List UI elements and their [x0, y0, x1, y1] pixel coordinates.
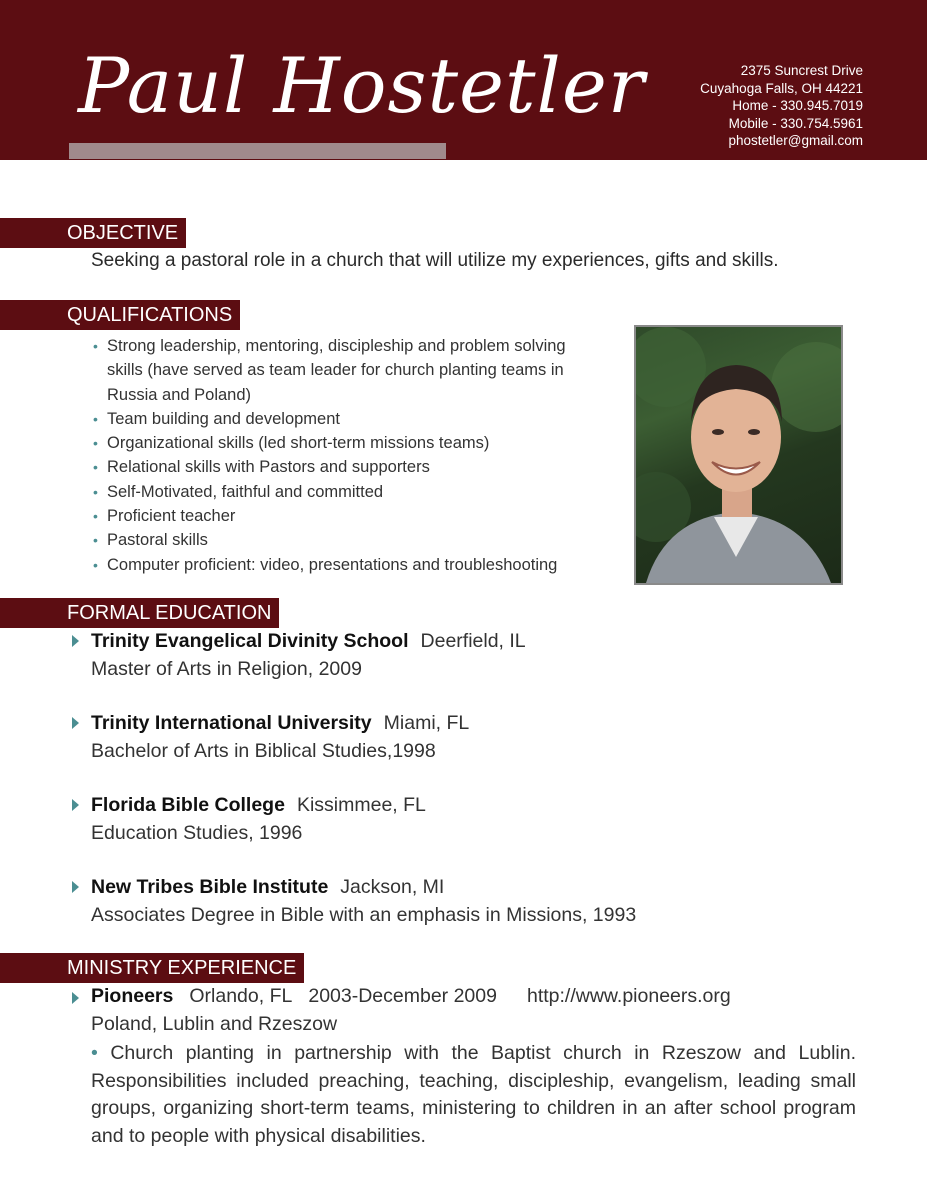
contact-home-phone: Home - 330.945.7019	[732, 98, 863, 113]
qualification-text: Team building and development	[107, 409, 340, 428]
qualification-text: Strong leadership, mentoring, discipleship and problem solving skills (have served as team leader for church planting teams in Russia and Poland)	[107, 337, 566, 404]
school-location: Miami, FL	[383, 712, 470, 734]
bullet-dot: •	[93, 556, 98, 573]
list-item	[90, 480, 600, 504]
school-location: Deerfield, IL	[420, 630, 526, 652]
school-name: Florida Bible College	[91, 794, 285, 816]
degree-text: Associates Degree in Bible with an emphasis in Missions, 1993	[91, 904, 637, 926]
list-item	[90, 431, 600, 455]
header-banner	[0, 0, 927, 160]
list-item	[90, 334, 600, 407]
qualification-text: Computer proficient: video, presentations and troubleshooting	[107, 555, 558, 574]
school-location: Kissimmee, FL	[296, 794, 426, 816]
ministry-description	[91, 1040, 856, 1150]
ministry-url-link[interactable]: http://www.pioneers.org	[526, 985, 731, 1007]
ministry-responsibilities-text: Responsibilities included preaching, teaching, discipleship, evangelism, leading small groups, organizing short-term teams, ministering to children in an after school program and to people with physical disabilities.	[91, 1069, 856, 1147]
ministry-location: Orlando, FL	[189, 985, 293, 1007]
ministry-heading: MINISTRY EXPERIENCE	[0, 953, 304, 983]
list-item	[90, 528, 600, 552]
profile-photo	[634, 325, 843, 585]
contact-mobile-phone: Mobile - 330.754.5961	[728, 115, 863, 131]
qualifications-heading: QUALIFICATIONS	[0, 300, 240, 330]
qualification-text: Pastoral skills	[107, 531, 208, 550]
degree-text: Master of Arts in Religion, 2009	[91, 658, 362, 680]
school-name: Trinity International University	[91, 712, 372, 734]
school-location: Jackson, MI	[340, 876, 445, 898]
objective-heading: OBJECTIVE	[0, 218, 186, 248]
bullet-dot: •	[91, 1042, 98, 1064]
triangle-bullet-icon	[72, 635, 79, 647]
applicant-name: Paul Hostetler	[78, 41, 646, 130]
list-item	[90, 504, 600, 528]
bullet-dot: •	[93, 459, 98, 476]
contact-email: phostetler@gmail.com	[728, 133, 863, 148]
degree-text: Bachelor of Arts in Biblical Studies,1998	[91, 740, 436, 762]
objective-text: Seeking a pastoral role in a church that will utilize my experiences, gifts and skills.	[91, 250, 779, 271]
ministry-organization: Pioneers	[91, 985, 174, 1007]
bullet-dot: •	[93, 508, 98, 525]
ministry-place: Poland, Lublin and Rzeszow	[91, 1013, 338, 1035]
triangle-bullet-icon	[72, 992, 79, 1004]
triangle-bullet-icon	[72, 799, 79, 811]
list-item	[90, 455, 600, 479]
qualification-text: Relational skills with Pastors and supporters	[107, 458, 430, 477]
bullet-dot: •	[93, 410, 98, 427]
qualifications-list	[90, 334, 600, 577]
contact-block	[700, 62, 863, 150]
education-heading: FORMAL EDUCATION	[0, 598, 279, 628]
profile-photo-illustration	[636, 327, 841, 583]
qualification-text: Self-Motivated, faithful and committed	[107, 482, 384, 501]
triangle-bullet-icon	[72, 881, 79, 893]
list-item	[90, 407, 600, 431]
name-underline	[69, 143, 446, 159]
bullet-dot: •	[93, 483, 98, 500]
ministry-dates: 2003-December 2009	[308, 985, 497, 1007]
bullet-dot: •	[93, 338, 98, 354]
qualification-text: Organizational skills (led short-term missions teams)	[107, 434, 490, 453]
qualification-text: Proficient teacher	[107, 507, 236, 526]
bullet-dot: •	[93, 532, 98, 549]
bullet-dot: •	[93, 435, 98, 452]
school-name: New Tribes Bible Institute	[91, 876, 329, 898]
triangle-bullet-icon	[72, 717, 79, 729]
contact-address-line1: 2375 Suncrest Drive	[740, 63, 863, 78]
list-item	[90, 553, 600, 577]
contact-address-line2: Cuyahoga Falls, OH 44221	[700, 80, 863, 96]
school-name: Trinity Evangelical Divinity School	[91, 630, 409, 652]
degree-text: Education Studies, 1996	[91, 822, 303, 844]
ministry-lead-text: Church planting in partnership with the Baptist church in Rzeszow and Lublin.	[110, 1042, 856, 1064]
